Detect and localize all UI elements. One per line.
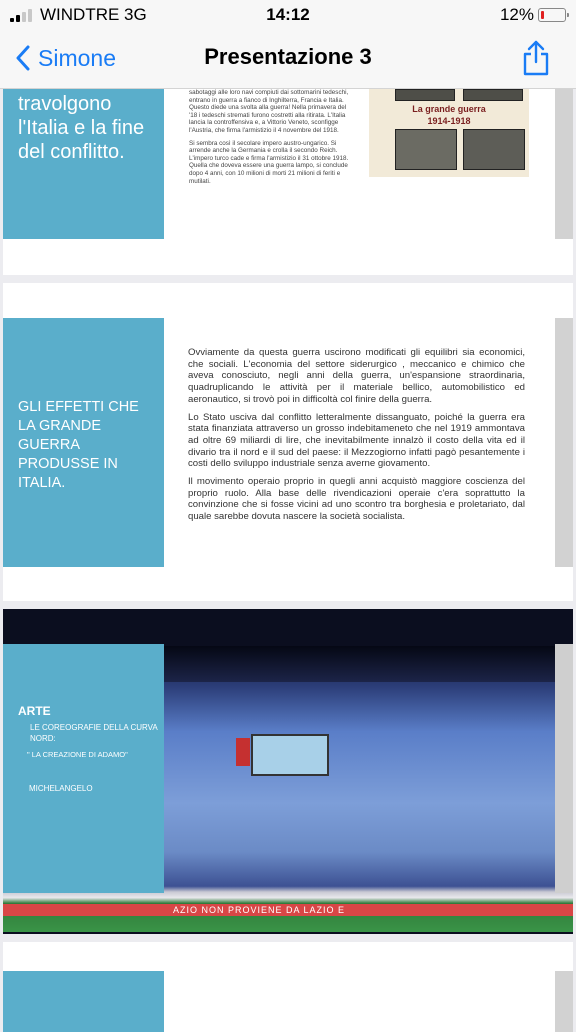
- paragraph: Si sembra così il secolare impero austro-ungarico. Si arrende anche la Germania e crolla il secondo Reich. L'impero turco cade e firma l'armistizio il 31 ottobre 1918. Quella che doveva essere una guerra lampo, si conclude dopo 4 anni, con 10 milioni di morti 21 milioni di feriti e mutilati.: [189, 139, 349, 185]
- slide-title-panel: [3, 318, 164, 567]
- stadium-logo: [236, 738, 250, 766]
- slide-title: ARTE: [18, 704, 51, 718]
- slide-title-panel: [3, 89, 164, 239]
- share-icon: [522, 40, 550, 76]
- slide-side-bar: [555, 318, 573, 567]
- slide-quote: " LA CREAZIONE DI ADAMO": [27, 750, 128, 759]
- page-title: Presentazione 3: [204, 44, 372, 69]
- slide-side-bar: [555, 971, 573, 1032]
- war-photo: [395, 89, 455, 101]
- status-bar: [0, 0, 576, 30]
- battery-fill: [541, 11, 544, 19]
- battery-icon: [538, 8, 566, 22]
- status-time: 14:12: [266, 5, 310, 24]
- slide-1[interactable]: [3, 89, 573, 275]
- slide-side-bar: [555, 89, 573, 239]
- carrier-label: WINDTRE 3G: [40, 5, 147, 24]
- image-caption: La grande guerra 1914-1918: [412, 104, 486, 126]
- back-button-label: Simone: [38, 44, 116, 71]
- stadium-banner: AZIO NON PROVIENE DA LAZIO E: [3, 904, 573, 916]
- war-photo: [463, 129, 525, 170]
- paragraph: Ovviamente da questa guerra uscirono modificati gli equilibri sia economici, che sociali. L'economia del settore siderurgico , meccanico e chimico che aveva conosciuto, negli anni della guerra, un'espansione straordinaria, quadruplicando le attività per il materiale bellico, automobilistico ed aeronautico, si trovò poi in difficoltà col finire della guerra.: [188, 347, 525, 405]
- slide-title-panel: [3, 644, 164, 893]
- war-photo-collage: [369, 89, 529, 177]
- slide-body-text: [188, 347, 525, 529]
- slide-subtitle: LE COREOGRAFIE DELLA CURVA NORD:: [30, 723, 158, 743]
- slide-body-text: [189, 89, 349, 190]
- share-button[interactable]: [522, 40, 550, 81]
- stadium-screen: [251, 734, 329, 776]
- slide-author: MICHELANGELO: [29, 784, 93, 793]
- battery-percent: 12%: [499, 5, 534, 24]
- navigation-bar: [0, 30, 576, 89]
- slide-title: travolgono l'Italia e la fine del conflitto.: [18, 93, 145, 163]
- war-photo: [395, 129, 457, 170]
- paragraph: Lo Stato usciva dal conflitto letteralmente dissanguato, poiché la guerra era stata finanziata attraverso un grosso indebitameneto che nel 1919 ammontava ad oltre 69 miliardi di lire, che inevitabilmente innalzò il costo della vita ed il divario tra il nord e il sud del paese: il Mezzogiorno infatti pagò pesantemente i costi dello sviluppo industriale senza averne giovamento.: [188, 411, 525, 470]
- paragraph: sabotaggi alle loro navi compiuti dai sottomarini tedeschi, entrano in guerra a fianco di Inghilterra, Francia e Italia. Questo diede una svolta alla guerra! Nella primavera del '18 i tedeschi stremati furono costretti alla ritirata. L'Italia lancia la controffensiva e, a Vittorio Veneto, sconfigge l'Austria, che firma l'armistizio il 4 novembre del 1918.: [189, 89, 349, 134]
- paragraph: Il movimento operaio proprio in quegli anni acquistò maggiore coscienza del proprio ruolo. Alla base delle rivendicazioni operaie c'era soprattutto la convinzione che si fosse vicini ad uno scontro tra borghesia e proletariato, dal quale sarebbe dovuta nascere la società socialista.: [188, 476, 525, 523]
- slide-3[interactable]: [3, 609, 573, 934]
- war-photo: [463, 89, 523, 101]
- slide-title-panel: [3, 971, 164, 1032]
- slide-side-bar: [555, 644, 573, 893]
- slide-4[interactable]: [3, 942, 573, 1032]
- slide-title: GLI EFFETTI CHE LA GRANDE GUERRA PRODUSSE IN ITALIA.: [18, 399, 139, 491]
- slide-2[interactable]: [3, 283, 573, 601]
